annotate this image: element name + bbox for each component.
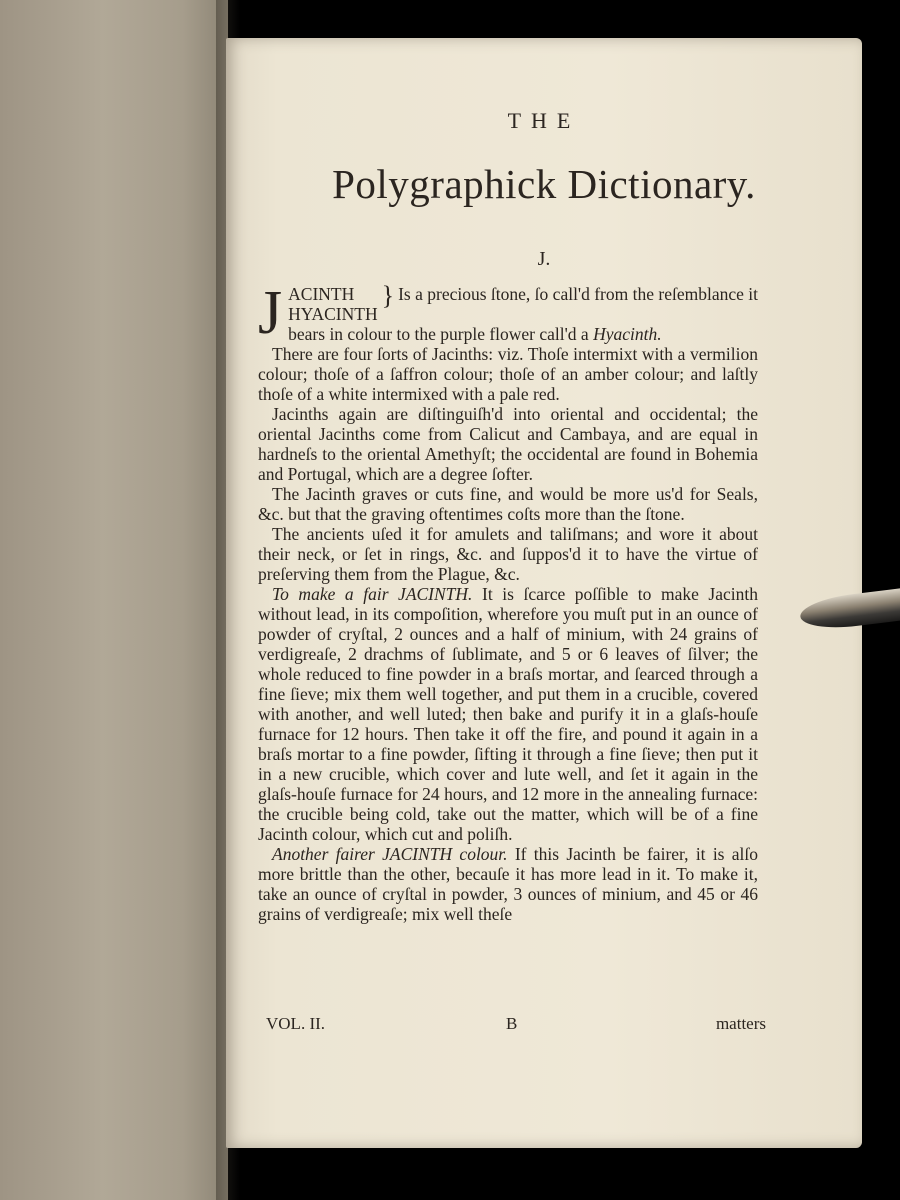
headword-hyacinth: HYACINTH [288,304,378,324]
headword-jacinth: ACINTH [288,284,355,304]
paragraph: The Jacinth graves or cuts fine, and would be more us'd for Seals, &c. but that the graving oftentimes coſts more than the ſtone. [258,484,758,524]
drop-cap: J [258,279,283,347]
title-the: THE [507,108,581,133]
recipe-paragraph [258,584,758,844]
recipe-paragraph [258,844,758,924]
paragraph: Jacinths again are diſtinguiſh'd into oriental and occidental; the oriental Jacinths come from Calicut and Cambaya, and are equal in hardneſs to the oriental Amethyſt; the occidental are found in Bohemia and Portugal, which are a degree ſofter. [258,404,758,484]
signature-mark: B [506,1014,518,1033]
volume-label: VOL. II. [266,1014,326,1033]
paragraph: The ancients uſed it for amulets and taliſmans; and wore it about their neck, or ſet in rings, &c. and ſuppos'd it to have the virtue of preſerving them from the Plague, &c. [258,524,758,584]
book-page [226,38,862,1148]
brace: } [381,281,395,310]
recipe-text: It is ſcarce poſſible to make Jacinth without lead, in its compoſition, wherefore you muſt put in an ounce of powder of cryſtal, 2 ounces and a half of minium, with 24 grains of verdigreaſe, 2 drachms of ſublimate, and 5 or 6 leaves of ſilver; the whole reduced to fine powder in a braſs mortar, and ſearced through a fine ſieve; mix them well together, and put them in a crucible, covered with another, and well luted; then bake and purify it in a glaſs-houſe furnace for 12 hours. Then take it off the fire, and pound it again in a braſs mortar to a fine powder, ſifting it through a fine ſieve; then put it in a new crucible, which cover and lute well, and ſet it again in the glaſs-houſe furnace for 24 hours, and 12 more in the annealing furnace: the crucible being cold, take out the matter, which will be of a fine Jacinth colour, which cut and poliſh. [258,584,758,844]
section-letter: J. [537,248,551,270]
recipe-heading: To make a fair JACINTH. [272,584,473,604]
entry-definition-end: Hyacinth. [593,324,662,344]
recipe-text: If this Jacinth be fairer, it is alſo more brittle than the other, becauſe it has more lead in it. To make it, take an ounce of cryſtal in powder, 3 ounces of minium, and 45 or 46 grains of verdigreaſe; mix well theſe [258,844,759,924]
facing-page [0,0,228,1200]
entry-jacinth [258,279,758,347]
recipe-heading: Another fairer JACINTH colour. [272,844,508,864]
catchword: matters [715,1014,766,1033]
headwords [288,284,377,324]
entry-definition: Is a precious ſtone, ſo call'd from the reſemblance it bears in colour to the purple flower call'd a [288,284,758,344]
body-text [258,279,759,924]
paragraph: There are four ſorts of Jacinths: viz. Thoſe intermixt with a vermilion colour; thoſe of a ſaffron colour; thoſe of an amber colour; and laſtly thoſe of a white intermixed with a pale red. [258,344,758,404]
page-footer [266,1014,766,1034]
page-title: Polygraphick Dictionary. [332,161,756,207]
